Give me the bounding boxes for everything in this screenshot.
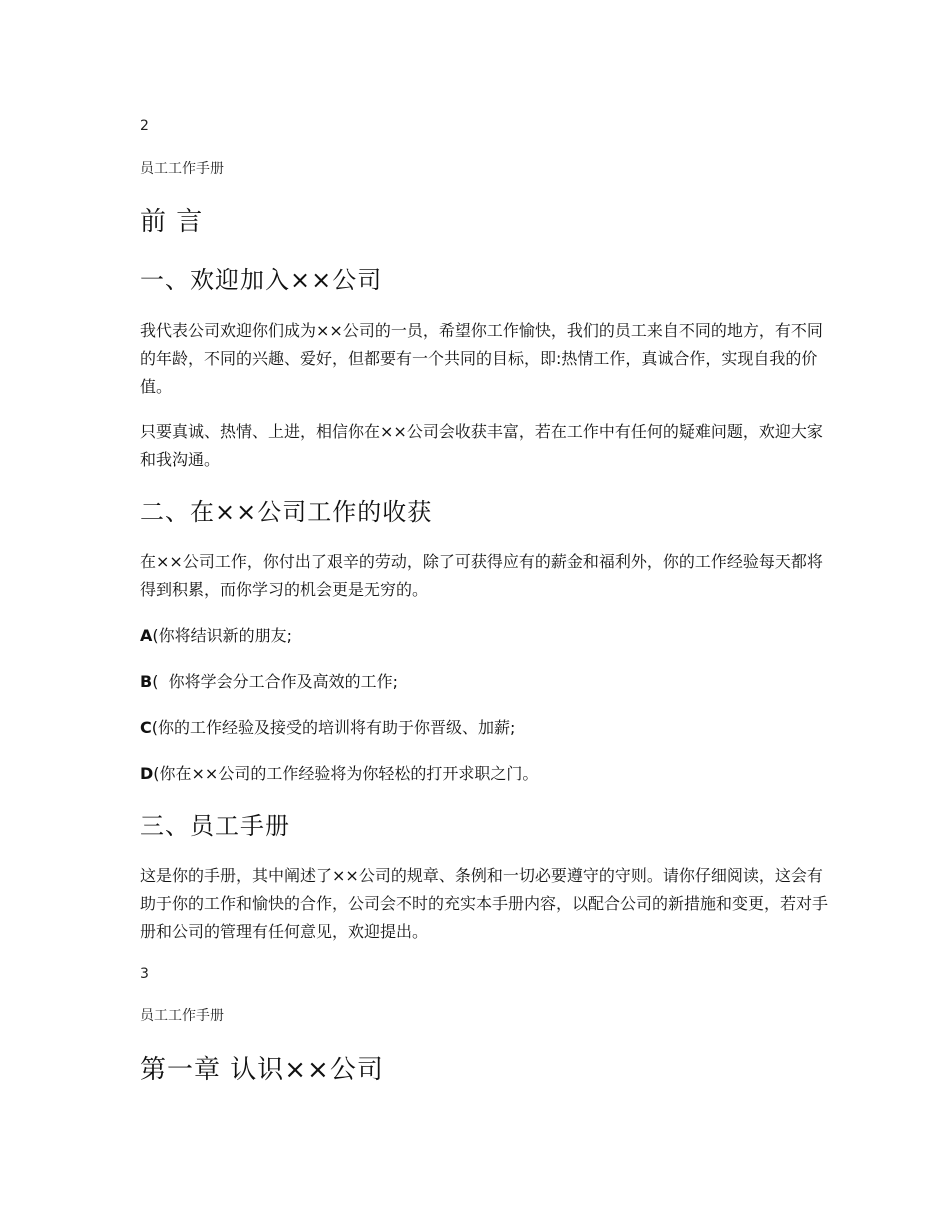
list-marker: B	[140, 672, 153, 691]
paragraph-gains-intro: 在××公司工作，你付出了艰辛的劳动，除了可获得应有的薪金和福利外，你的工作经验每天都将得到积累，而你学习的机会更是无穷的。	[140, 552, 823, 599]
paragraph-welcome-2: 只要真诚、热情、上进，相信你在××公司会收获丰富，若在工作中有任何的疑难问题，欢迎大家和我沟通。	[140, 422, 823, 469]
running-header: 员工工作手册	[140, 161, 224, 177]
list-item-text: (你的工作经验及接受的培训将有助于你晋级、加薪;	[151, 718, 516, 737]
chapter-title: 第一章 认识××公司	[140, 1055, 384, 1085]
list-item-text: (你在××公司的工作经验将为你轻松的打开求职之门。	[153, 764, 539, 783]
running-header: 员工工作手册	[140, 1008, 224, 1024]
list-item-b	[140, 670, 830, 694]
section-heading-gains: 二、在××公司工作的收获	[140, 498, 433, 526]
section-heading-welcome: 一、欢迎加入××公司	[140, 266, 383, 294]
list-item-a	[140, 624, 830, 648]
list-marker: C	[140, 718, 152, 737]
section-heading-handbook: 三、员工手册	[140, 812, 290, 840]
list-item-text: (你将结识新的朋友;	[152, 626, 293, 645]
paragraph-handbook: 这是你的手册，其中阐述了××公司的规章、条例和一切必要遵守的守则。请你仔细阅读，这会有助于你的工作和愉快的合作，公司会不时的充实本手册内容，以配合公司的新措施和变更，若对手册和公司的管理有任何意见，欢迎提出。	[140, 866, 829, 941]
paragraph-welcome-1: 我代表公司欢迎你们成为××公司的一员，希望你工作愉快，我们的员工来自不同的地方，有不同的年龄，不同的兴趣、爱好，但都要有一个共同的目标，即:热情工作，真诚合作，实现自我的价值。	[140, 321, 823, 396]
list-item-text: ( 你将学会分工合作及高效的工作;	[152, 672, 399, 691]
list-item-d	[140, 762, 830, 786]
page-number: 2	[140, 118, 149, 134]
list-marker: D	[140, 764, 154, 783]
list-item-c	[140, 716, 830, 740]
page-number: 3	[140, 966, 149, 982]
preface-title: 前 言	[140, 207, 204, 237]
list-marker: A	[140, 626, 153, 645]
